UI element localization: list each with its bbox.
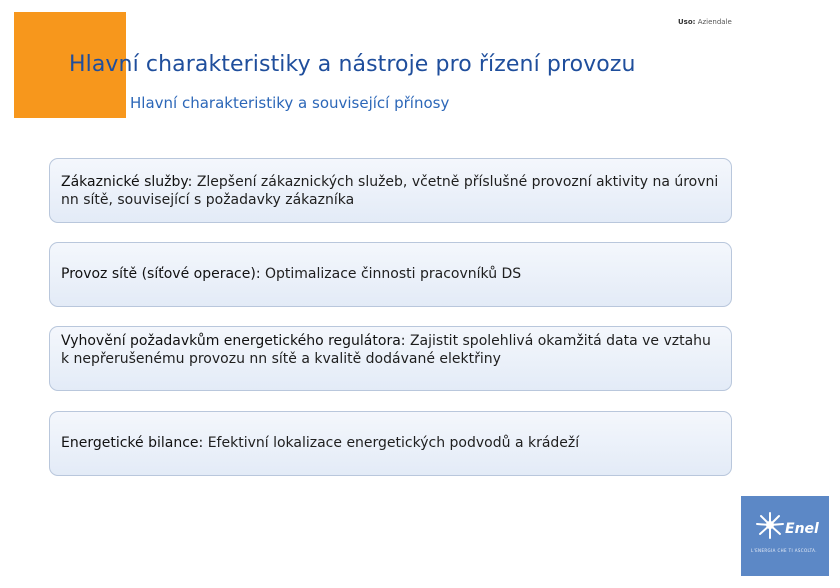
usage-value: Aziendale [697, 18, 732, 26]
page-subtitle: Hlavní charakteristiky a související přínosy [130, 94, 450, 112]
usage-classification [678, 18, 732, 26]
card-label: Energetické bilance: [61, 435, 204, 451]
enel-logo [741, 496, 829, 576]
enel-sun-icon [753, 510, 787, 540]
page-title: Hlavní charakteristiky a nástroje pro řízení provozu [69, 52, 636, 77]
benefit-card-network-operations [49, 242, 732, 307]
usage-label: Uso: [678, 18, 696, 26]
enel-tagline: L'ENERGIA CHE TI ASCOLTA. [751, 548, 817, 553]
benefit-card-customer-services [49, 158, 732, 223]
card-text: Zlepšení zákaznických služeb, včetně příslušné provozní aktivity na úrovni nn sítě, související s požadavky zákazníka [61, 174, 719, 208]
benefit-card-regulator-compliance [49, 326, 732, 391]
card-label: Vyhovění požadavkům energetického regulátora: [61, 333, 406, 349]
card-text: Efektivní lokalizace energetických podvodů a krádeží [207, 435, 580, 451]
card-text: Zajistit spolehlivá okamžitá data ve vztahu k nepřerušenému provozu nn sítě a kvalitě dodávané elektřiny [61, 333, 711, 367]
card-label: Zákaznické služby: [61, 174, 193, 190]
benefit-card-energy-balance [49, 411, 732, 476]
enel-brand-text: Enel [785, 521, 819, 537]
card-label: Provoz sítě (síťové operace): [61, 266, 261, 282]
card-text: Optimalizace činnosti pracovníků DS [265, 266, 522, 282]
